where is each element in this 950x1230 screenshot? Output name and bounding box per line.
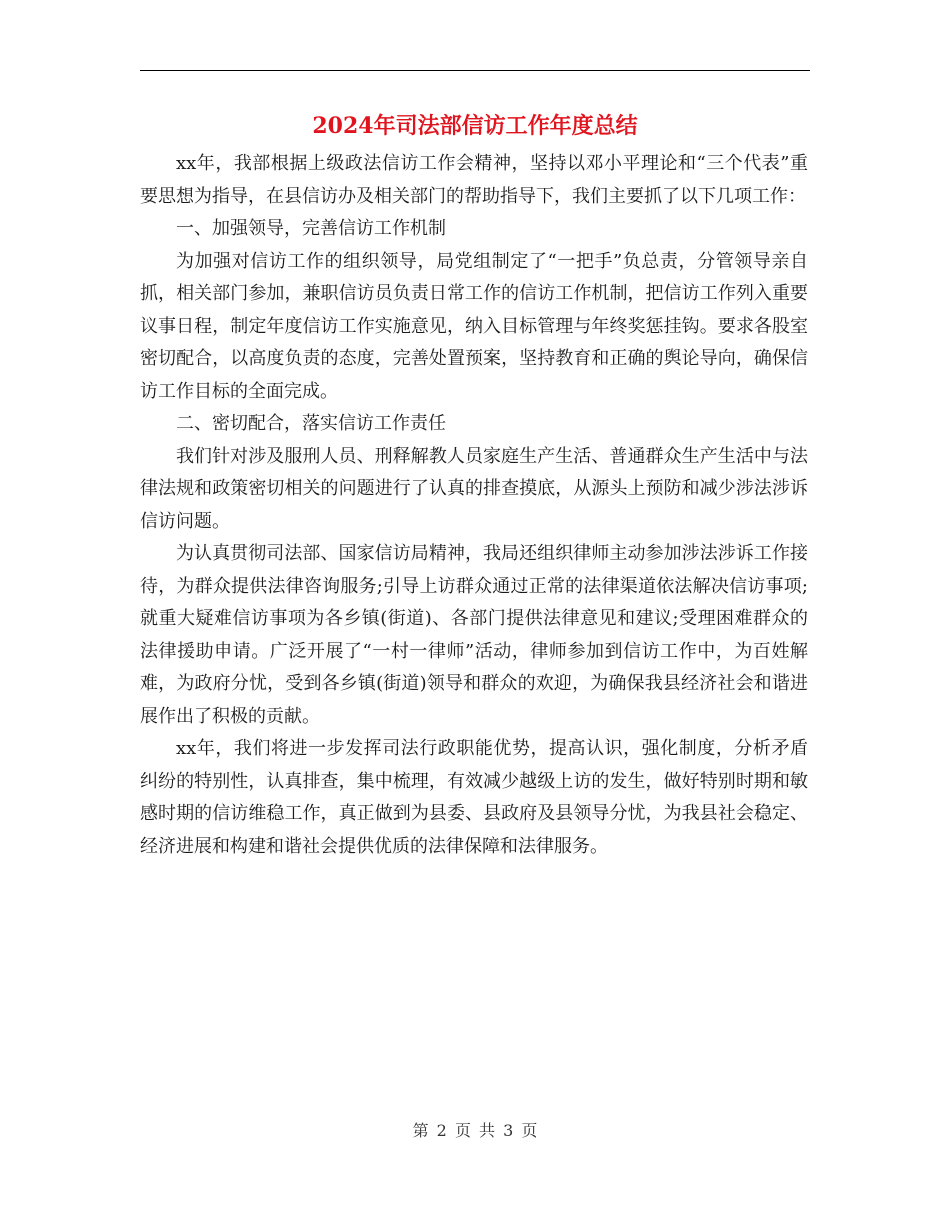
paragraph-section-2a: 我们针对涉及服刑人员、刑释解教人员家庭生产生活、普通群众生产生活中与法律法规和政策密切相关的问题进行了认真的排查摸底，从源头上预防和减少涉法涉诉信访问题。 [140, 445, 808, 532]
paragraph-section-1: 为加强对信访工作的组织领导，局党组制定了“一把手”负总责，分管领导亲自抓，相关部门参加，兼职信访员负责日常工作的信访工作机制，把信访工作列入重要议事日程，制定年度信访工作实施意见，纳入目标管理与年终奖惩挂钩。要求各股室密切配合，以高度负责的态度，完善处置预案，坚持教育和正确的舆论导向，确保信访工作目标的全面完成。 [140, 250, 808, 402]
section-heading-1: 一、加强领导，完善信访工作机制 [176, 218, 446, 239]
header-rule [140, 70, 810, 71]
paragraph-intro: xx年，我部根据上级政法信访工作会精神，坚持以邓小平理论和“三个代表”重要思想为指导，在县信访办及相关部门的帮助指导下，我们主要抓了以下几项工作： [140, 153, 808, 207]
document-title: 2024年司法部信访工作年度总结 [312, 113, 638, 139]
section-heading-2: 二、密切配合，落实信访工作责任 [176, 413, 446, 434]
page-number: 第 2 页 共 3 页 [412, 1121, 538, 1140]
paragraph-section-2b: 为认真贯彻司法部、国家信访局精神，我局还组织律师主动参加涉法涉诉工作接待，为群众提供法律咨询服务;引导上访群众通过正常的法律渠道依法解决信访事项;就重大疑难信访事项为各乡镇(街道)、各部门提供法律意见和建议;受理困难群众的法律援助申请。广泛开展了“一村一律师”活动，律师参加到信访工作中，为百姓解难，为政府分忧，受到各乡镇(街道)领导和群众的欢迎，为确保我县经济社会和谐进展作出了积极的贡献。 [140, 543, 808, 727]
paragraph-outlook: xx年，我们将进一步发挥司法行政职能优势，提高认识，强化制度，分析矛盾纠纷的特别性，认真排查，集中梳理，有效减少越级上访的发生，做好特别时期和敏感时期的信访维稳工作，真正做到为县委、县政府及县领导分忧，为我县社会稳定、经济进展和构建和谐社会提供优质的法律保障和法律服务。 [140, 738, 808, 857]
document-body [140, 148, 808, 863]
